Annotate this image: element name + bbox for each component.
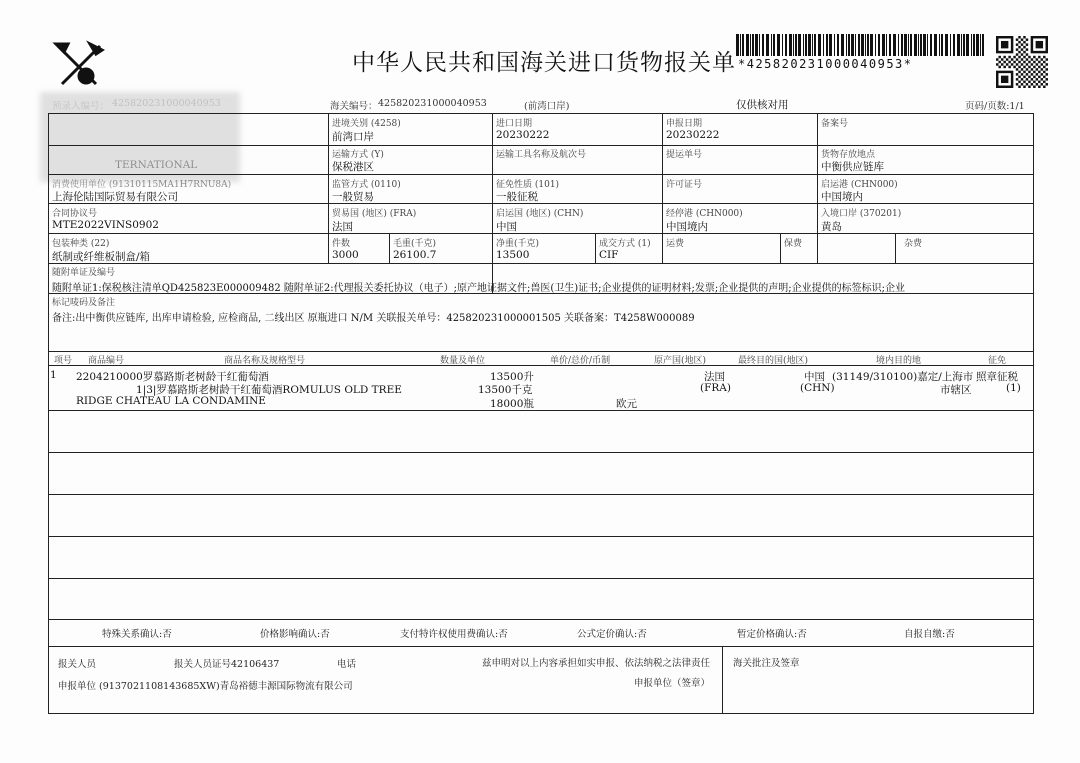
phone-label: 电话 <box>337 659 357 670</box>
consumer-label: 消费使用单位 (91310115MA1H7RNU8A) <box>52 180 232 190</box>
confirm-provisional: 暂定价格确认:否 <box>737 629 807 640</box>
confirm-price: 价格影响确认:否 <box>260 629 330 640</box>
departure: 中国境内 <box>821 191 863 203</box>
copy-type: 仅供核对用 <box>736 99 789 111</box>
goods-dest-code: (CHN) <box>800 382 835 394</box>
col-origin: 原产国(地区) <box>654 356 707 366</box>
confirm-royalty: 支付特许权使用费确认:否 <box>400 629 508 640</box>
goods-levy-code: (1) <box>1006 382 1021 394</box>
goods-seq: 1 <box>50 369 57 381</box>
goods-origin: 法国 <box>704 371 725 383</box>
record-no-label: 备案号 <box>821 119 849 129</box>
entry-port-label: 入境口岸 (370201) <box>821 209 902 219</box>
col-levy: 征免 <box>988 356 1007 366</box>
transport: 保税港区 <box>332 161 374 173</box>
consumer: 上海伦陆国际贸易有限公司 <box>52 191 178 203</box>
goods-code-name: 2204210000罗慕路斯老树龄干红葡萄酒 <box>76 371 269 383</box>
confirm-formula: 公式定价确认:否 <box>577 629 647 640</box>
license-label: 许可证号 <box>666 180 703 190</box>
entry-customs: 前湾口岸 <box>332 131 374 143</box>
barcode <box>736 34 988 56</box>
contract-label: 合同协议号 <box>52 209 98 219</box>
col-price: 单价/总价/币制 <box>550 356 611 366</box>
qr-code <box>996 36 1048 88</box>
goods-domestic: (31149/310100)嘉定/上海市 <box>832 371 974 383</box>
storage: 中衡供应链库 <box>821 161 884 173</box>
customs-emblem-icon <box>50 40 108 92</box>
statement: 兹申明对以上内容承担如实申报、依法纳税之法律责任 <box>482 658 711 669</box>
transport-label: 运输方式 (Y) <box>332 150 384 160</box>
confirm-self: 自报自缴:否 <box>904 629 955 640</box>
remarks-text: 备注:出中衡供应链库, 出库申请检验, 应检商品, 二线出区 原瓶进口 N/M 关联报关单号：425820231000001505 关联备案：T4258W000089 <box>52 313 695 324</box>
docs-label: 随附单证及编号 <box>52 268 116 278</box>
declare-no: 425820231000040953 <box>378 98 487 109</box>
trade-country: 法国 <box>332 221 353 233</box>
declarant-cert: 报关人员证号42106437 <box>174 659 280 670</box>
pieces: 3000 <box>332 249 359 261</box>
net: 13500 <box>496 249 530 261</box>
col-seq: 项号 <box>54 356 73 366</box>
freight-label: 运费 <box>666 239 685 249</box>
remarks-label: 标记唛码及备注 <box>52 298 116 308</box>
vessel-label: 运输工具名称及航次号 <box>496 150 587 160</box>
entry-customs-label: 进境关别 (4258) <box>332 119 401 129</box>
port-paren: (前湾口岸) <box>524 101 570 112</box>
goods-currency: 欧元 <box>616 398 637 410</box>
col-qty: 数量及单位 <box>440 356 486 366</box>
declare-date: 20230222 <box>666 129 720 141</box>
pieces-label: 件数 <box>332 239 351 249</box>
net-label: 净重(千克) <box>496 239 540 249</box>
goods-qty2: 13500千克 <box>478 384 533 396</box>
page-title: 中华人民共和国海关进口货物报关单 <box>352 50 736 76</box>
transit: 中国境内 <box>666 221 708 233</box>
levy: 一般征税 <box>496 191 538 203</box>
goods-origin-code: (FRA) <box>700 382 731 394</box>
insurance-label: 保费 <box>784 239 803 249</box>
supervision-label: 监管方式 (0110) <box>332 180 401 190</box>
docs-text: 随附单证1:保税核注清单QD425823E000009482 随附单证2:代理报关委托协议（电子）;原产地证据文件;兽医(卫生)证书;企业提供的证明材料;发票;企业提供的声明;企业提供的标签标识;企业 <box>52 283 905 294</box>
departure-label: 启运港 (CHN000) <box>821 180 898 190</box>
goods-spec2: RIDGE CHATEAU LA CONDAMINE <box>76 395 266 407</box>
storage-label: 货物存放地点 <box>821 150 876 160</box>
contract: MTE2022VINS0902 <box>52 219 159 231</box>
declarant-label: 报关人员 <box>58 659 97 670</box>
pack: 纸制或纤维板制盒/箱 <box>52 251 151 263</box>
deal: CIF <box>599 249 619 261</box>
import-date-label: 进口日期 <box>496 119 533 129</box>
origin-country-label: 启运国 (地区) (CHN) <box>496 209 584 219</box>
declare-date-label: 申报日期 <box>666 119 703 129</box>
goods-dest: 中国 <box>804 371 825 383</box>
supervision: 一般贸易 <box>332 191 374 203</box>
transit-label: 经停港 (CHN000) <box>666 209 743 219</box>
declare-no-label: 海关编号： <box>330 101 378 112</box>
col-domestic: 境内目的地 <box>876 356 922 366</box>
declare-unit-seal: 申报单位（签章） <box>634 678 711 689</box>
goods-qty1: 13500升 <box>490 371 534 383</box>
misc-label: 杂费 <box>904 239 923 249</box>
col-code: 商品编号 <box>88 356 125 366</box>
col-dest: 最终目的国(地区) <box>738 356 809 366</box>
col-name: 商品名称及规格型号 <box>224 356 306 366</box>
bl-label: 提运单号 <box>666 150 703 160</box>
levy-label: 征免性质 (101) <box>496 180 560 190</box>
goods-spec: 1|3|罗慕路斯老树龄干红葡萄酒ROMULUS OLD TREE <box>136 384 402 396</box>
page-count: 页码/页数:1/1 <box>965 101 1025 112</box>
origin-country: 中国 <box>496 221 517 233</box>
barcode-text: *425820231000040953* <box>738 57 913 71</box>
goods-domestic2: 市辖区 <box>940 384 972 396</box>
gross-label: 毛重(千克) <box>393 239 437 249</box>
declare-unit: 申报单位 (9137021108143685XW)青岛裕德丰源国际物流有限公司 <box>58 681 353 692</box>
customs-annotation-label: 海关批注及签章 <box>733 658 800 669</box>
gross: 26100.7 <box>393 249 437 261</box>
pack-label: 包装种类 (22) <box>52 239 110 249</box>
confirm-special: 特殊关系确认:否 <box>102 629 172 640</box>
goods-levy: 照章征税 <box>976 371 1018 383</box>
entry-port: 黄岛 <box>821 221 842 233</box>
deal-label: 成交方式 (1) <box>599 239 651 249</box>
import-date: 20230222 <box>496 129 550 141</box>
trade-country-label: 贸易国 (地区) (FRA) <box>332 209 417 219</box>
consignee-partial: TERNATIONAL <box>115 159 198 171</box>
goods-qty3: 18000瓶 <box>490 398 534 410</box>
